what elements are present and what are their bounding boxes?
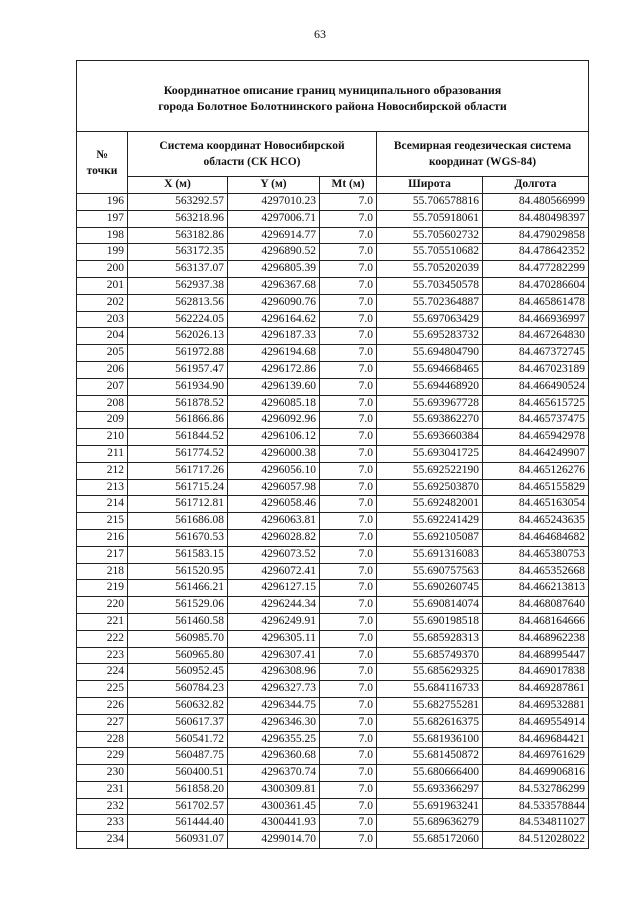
y-cell: 4296346.30 (228, 714, 320, 731)
longitude-cell: 84.466936997 (483, 311, 589, 328)
latitude-cell: 55.690198518 (377, 613, 483, 630)
mt-cell: 7.0 (320, 244, 377, 261)
point-number-cell: 228 (77, 731, 128, 748)
mt-cell: 7.0 (320, 664, 377, 681)
table-row (77, 496, 589, 513)
table-row (77, 815, 589, 832)
x-cell: 561878.52 (128, 395, 228, 412)
table-row (77, 731, 589, 748)
point-number-cell: 233 (77, 815, 128, 832)
x-cell: 563292.57 (128, 194, 228, 211)
longitude-cell: 84.532786299 (483, 781, 589, 798)
y-cell: 4300309.81 (228, 781, 320, 798)
x-cell: 560617.37 (128, 714, 228, 731)
table-row (77, 395, 589, 412)
mt-cell: 7.0 (320, 361, 377, 378)
latitude-cell: 55.705202039 (377, 261, 483, 278)
table-row (77, 798, 589, 815)
table-row (77, 832, 589, 849)
x-cell: 561670.53 (128, 529, 228, 546)
point-number-cell: 224 (77, 664, 128, 681)
latitude-cell: 55.693660384 (377, 429, 483, 446)
longitude-cell: 84.467264830 (483, 328, 589, 345)
point-number-cell: 212 (77, 462, 128, 479)
latitude-cell: 55.689636279 (377, 815, 483, 832)
x-cell: 561715.24 (128, 479, 228, 496)
mt-cell: 7.0 (320, 714, 377, 731)
y-cell: 4296360.68 (228, 748, 320, 765)
longitude-cell: 84.468164666 (483, 613, 589, 630)
y-cell: 4296090.76 (228, 294, 320, 311)
mt-cell: 7.0 (320, 630, 377, 647)
y-cell: 4296327.73 (228, 681, 320, 698)
latitude-cell: 55.685928313 (377, 630, 483, 647)
table-row (77, 361, 589, 378)
mt-cell: 7.0 (320, 210, 377, 227)
table-body (77, 194, 589, 849)
longitude-cell: 84.534811027 (483, 815, 589, 832)
point-number-cell: 223 (77, 647, 128, 664)
table-row (77, 294, 589, 311)
longitude-cell: 84.465243635 (483, 513, 589, 530)
x-cell: 560952.45 (128, 664, 228, 681)
longitude-cell: 84.465737475 (483, 412, 589, 429)
mt-cell: 7.0 (320, 765, 377, 782)
latitude-cell: 55.692241429 (377, 513, 483, 530)
latitude-cell: 55.694804790 (377, 345, 483, 362)
mt-cell: 7.0 (320, 546, 377, 563)
table-row (77, 781, 589, 798)
x-cell: 560985.70 (128, 630, 228, 647)
latitude-cell: 55.690260745 (377, 580, 483, 597)
y-cell: 4300441.93 (228, 815, 320, 832)
table-row (77, 765, 589, 782)
x-cell: 560400.51 (128, 765, 228, 782)
longitude-cell: 84.465861478 (483, 294, 589, 311)
table-row (77, 664, 589, 681)
latitude-cell: 55.694668465 (377, 361, 483, 378)
point-number-cell: 200 (77, 261, 128, 278)
mt-cell: 7.0 (320, 748, 377, 765)
mt-cell: 7.0 (320, 580, 377, 597)
latitude-cell: 55.681450872 (377, 748, 483, 765)
mt-cell: 7.0 (320, 227, 377, 244)
latitude-cell: 55.690757563 (377, 563, 483, 580)
mt-cell: 7.0 (320, 328, 377, 345)
point-number-cell: 213 (77, 479, 128, 496)
longitude-cell: 84.468087640 (483, 597, 589, 614)
x-cell: 560487.75 (128, 748, 228, 765)
x-cell: 561444.40 (128, 815, 228, 832)
mt-cell: 7.0 (320, 378, 377, 395)
latitude-cell: 55.682755281 (377, 697, 483, 714)
point-number-cell: 214 (77, 496, 128, 513)
y-cell: 4296355.25 (228, 731, 320, 748)
point-number-cell: 208 (77, 395, 128, 412)
y-cell: 4296805.39 (228, 261, 320, 278)
y-cell: 4296344.75 (228, 697, 320, 714)
x-cell: 561520.95 (128, 563, 228, 580)
latitude-cell: 55.691316083 (377, 546, 483, 563)
x-cell: 560784.23 (128, 681, 228, 698)
longitude-cell: 84.465126276 (483, 462, 589, 479)
longitude-cell: 84.467023189 (483, 361, 589, 378)
point-number-cell: 222 (77, 630, 128, 647)
latitude-cell: 55.685172060 (377, 832, 483, 849)
y-cell: 4296057.98 (228, 479, 320, 496)
mt-cell: 7.0 (320, 294, 377, 311)
y-cell: 4296028.82 (228, 529, 320, 546)
longitude-cell: 84.469532881 (483, 697, 589, 714)
x-cell: 561957.47 (128, 361, 228, 378)
y-cell: 4297010.23 (228, 194, 320, 211)
page-number: 63 (314, 27, 326, 41)
point-number-cell: 196 (77, 194, 128, 211)
mt-cell: 7.0 (320, 563, 377, 580)
y-cell: 4296308.96 (228, 664, 320, 681)
longitude-cell: 84.478642352 (483, 244, 589, 261)
latitude-cell: 55.693041725 (377, 445, 483, 462)
wgs-system-header (377, 132, 589, 177)
x-cell: 561866.86 (128, 412, 228, 429)
mt-cell: 7.0 (320, 462, 377, 479)
table-row (77, 378, 589, 395)
mt-cell: 7.0 (320, 261, 377, 278)
y-cell: 4296914.77 (228, 227, 320, 244)
x-cell: 561774.52 (128, 445, 228, 462)
longitude-cell: 84.469906816 (483, 765, 589, 782)
mt-cell: 7.0 (320, 194, 377, 211)
table-row (77, 697, 589, 714)
longitude-cell: 84.465942978 (483, 429, 589, 446)
point-number-cell: 217 (77, 546, 128, 563)
latitude-cell: 55.691963241 (377, 798, 483, 815)
y-cell: 4296890.52 (228, 244, 320, 261)
table-row (77, 445, 589, 462)
y-cell: 4299014.70 (228, 832, 320, 849)
table-row (77, 681, 589, 698)
latitude-cell: 55.685749370 (377, 647, 483, 664)
mt-cell: 7.0 (320, 529, 377, 546)
table-title-row (77, 61, 589, 132)
x-cell: 561460.58 (128, 613, 228, 630)
point-number-cell: 220 (77, 597, 128, 614)
mt-cell: 7.0 (320, 496, 377, 513)
point-number-cell: 202 (77, 294, 128, 311)
coordinates-table (76, 60, 589, 849)
mt-cell: 7.0 (320, 681, 377, 698)
table-row (77, 563, 589, 580)
mt-cell: 7.0 (320, 731, 377, 748)
longitude-cell: 84.465352668 (483, 563, 589, 580)
point-number-cell: 207 (77, 378, 128, 395)
latitude-cell: 55.693862270 (377, 412, 483, 429)
table-row (77, 261, 589, 278)
title-line-1: Координатное описание границ муниципального образования (163, 83, 502, 97)
point-number-cell: 209 (77, 412, 128, 429)
latitude-cell: 55.693967728 (377, 395, 483, 412)
mt-cell: 7.0 (320, 395, 377, 412)
mt-cell: 7.0 (320, 412, 377, 429)
table-row (77, 546, 589, 563)
latitude-cell: 55.702364887 (377, 294, 483, 311)
latitude-cell: 55.692482001 (377, 496, 483, 513)
mt-cell: 7.0 (320, 597, 377, 614)
x-cell: 560965.80 (128, 647, 228, 664)
latitude-cell: 55.692105087 (377, 529, 483, 546)
y-cell: 4296249.91 (228, 613, 320, 630)
mt-cell: 7.0 (320, 781, 377, 798)
point-number-header-line-1: № (96, 148, 108, 161)
x-cell: 561712.81 (128, 496, 228, 513)
latitude-cell: 55.705510682 (377, 244, 483, 261)
y-cell: 4296305.11 (228, 630, 320, 647)
x-cell: 563218.96 (128, 210, 228, 227)
longitude-cell: 84.480566999 (483, 194, 589, 211)
longitude-cell: 84.469017838 (483, 664, 589, 681)
latitude-cell: 55.705602732 (377, 227, 483, 244)
mt-cell: 7.0 (320, 815, 377, 832)
latitude-column-header: Широта (377, 177, 483, 194)
table-row (77, 210, 589, 227)
table-row (77, 479, 589, 496)
table-row (77, 630, 589, 647)
longitude-cell: 84.464684682 (483, 529, 589, 546)
mt-cell: 7.0 (320, 613, 377, 630)
y-cell: 4296164.62 (228, 311, 320, 328)
mt-cell: 7.0 (320, 513, 377, 530)
y-cell: 4296073.52 (228, 546, 320, 563)
point-number-cell: 221 (77, 613, 128, 630)
latitude-cell: 55.692503870 (377, 479, 483, 496)
y-cell: 4296092.96 (228, 412, 320, 429)
mt-cell: 7.0 (320, 697, 377, 714)
y-cell: 4296058.46 (228, 496, 320, 513)
point-number-cell: 229 (77, 748, 128, 765)
latitude-cell: 55.684116733 (377, 681, 483, 698)
y-cell: 4296072.41 (228, 563, 320, 580)
mt-cell: 7.0 (320, 429, 377, 446)
mt-cell: 7.0 (320, 345, 377, 362)
point-number-cell: 197 (77, 210, 128, 227)
point-number-cell: 231 (77, 781, 128, 798)
point-number-cell: 210 (77, 429, 128, 446)
point-number-cell: 219 (77, 580, 128, 597)
table-row (77, 462, 589, 479)
point-number-cell: 205 (77, 345, 128, 362)
point-number-cell: 216 (77, 529, 128, 546)
table-row (77, 748, 589, 765)
x-cell: 562937.38 (128, 277, 228, 294)
longitude-cell: 84.468995447 (483, 647, 589, 664)
x-cell: 560931.07 (128, 832, 228, 849)
table-row (77, 345, 589, 362)
table-row (77, 328, 589, 345)
table-row (77, 429, 589, 446)
x-column-header: X (м) (128, 177, 228, 194)
y-cell: 4296244.34 (228, 597, 320, 614)
longitude-cell: 84.465163054 (483, 496, 589, 513)
point-number-cell: 211 (77, 445, 128, 462)
nso-system-header-line-2: области (СК НСО) (203, 156, 301, 168)
longitude-cell: 84.466213813 (483, 580, 589, 597)
y-cell: 4296000.38 (228, 445, 320, 462)
y-cell: 4296085.18 (228, 395, 320, 412)
longitude-cell: 84.465380753 (483, 546, 589, 563)
x-cell: 561466.21 (128, 580, 228, 597)
longitude-cell: 84.480498397 (483, 210, 589, 227)
point-number-cell: 199 (77, 244, 128, 261)
y-cell: 4296127.15 (228, 580, 320, 597)
longitude-cell: 84.470286604 (483, 277, 589, 294)
latitude-cell: 55.692522190 (377, 462, 483, 479)
x-cell: 561934.90 (128, 378, 228, 395)
y-cell: 4296172.86 (228, 361, 320, 378)
y-cell: 4296063.81 (228, 513, 320, 530)
y-cell: 4296106.12 (228, 429, 320, 446)
table-row (77, 714, 589, 731)
longitude-cell: 84.466490524 (483, 378, 589, 395)
y-cell: 4296194.68 (228, 345, 320, 362)
x-cell: 560541.72 (128, 731, 228, 748)
x-cell: 562026.13 (128, 328, 228, 345)
wgs-system-header-line-2: координат (WGS-84) (428, 156, 537, 168)
latitude-cell: 55.681936100 (377, 731, 483, 748)
point-number-cell: 232 (77, 798, 128, 815)
longitude-cell: 84.469684421 (483, 731, 589, 748)
x-cell: 561858.20 (128, 781, 228, 798)
point-number-header-line-2: точки (86, 164, 118, 177)
mt-cell: 7.0 (320, 798, 377, 815)
longitude-column-header: Долгота (483, 177, 589, 194)
x-cell: 561717.26 (128, 462, 228, 479)
mt-cell: 7.0 (320, 445, 377, 462)
title-line-2: города Болотное Болотнинского района Новосибирской области (158, 99, 507, 113)
mt-column-header: Mt (м) (320, 177, 377, 194)
longitude-cell: 84.469554914 (483, 714, 589, 731)
column-header-row (77, 177, 589, 194)
x-cell: 563182.86 (128, 227, 228, 244)
point-number-cell: 230 (77, 765, 128, 782)
point-number-cell: 227 (77, 714, 128, 731)
mt-cell: 7.0 (320, 311, 377, 328)
group-header-row (77, 132, 589, 177)
table-row (77, 529, 589, 546)
y-cell: 4296139.60 (228, 378, 320, 395)
y-cell: 4297006.71 (228, 210, 320, 227)
point-number-cell: 204 (77, 328, 128, 345)
longitude-cell: 84.533578844 (483, 798, 589, 815)
latitude-cell: 55.693366297 (377, 781, 483, 798)
x-cell: 562813.56 (128, 294, 228, 311)
table-row (77, 513, 589, 530)
table-row (77, 647, 589, 664)
x-cell: 563172.35 (128, 244, 228, 261)
point-number-cell: 225 (77, 681, 128, 698)
latitude-cell: 55.697063429 (377, 311, 483, 328)
table-row (77, 244, 589, 261)
point-number-cell: 198 (77, 227, 128, 244)
mt-cell: 7.0 (320, 647, 377, 664)
nso-system-header (128, 132, 377, 177)
table-row (77, 194, 589, 211)
y-cell: 4296307.41 (228, 647, 320, 664)
x-cell: 561844.52 (128, 429, 228, 446)
x-cell: 561686.08 (128, 513, 228, 530)
longitude-cell: 84.469287861 (483, 681, 589, 698)
latitude-cell: 55.682616375 (377, 714, 483, 731)
y-column-header: Y (м) (228, 177, 320, 194)
table-row (77, 597, 589, 614)
y-cell: 4300361.45 (228, 798, 320, 815)
longitude-cell: 84.469761629 (483, 748, 589, 765)
longitude-cell: 84.465155829 (483, 479, 589, 496)
x-cell: 561972.88 (128, 345, 228, 362)
longitude-cell: 84.468962238 (483, 630, 589, 647)
x-cell: 561529.06 (128, 597, 228, 614)
nso-system-header-line-1: Система координат Новосибирской (159, 140, 345, 152)
x-cell: 560632.82 (128, 697, 228, 714)
latitude-cell: 55.703450578 (377, 277, 483, 294)
latitude-cell: 55.705918061 (377, 210, 483, 227)
table-row (77, 412, 589, 429)
longitude-cell: 84.467372745 (483, 345, 589, 362)
latitude-cell: 55.706578816 (377, 194, 483, 211)
table-row (77, 613, 589, 630)
table-row (77, 227, 589, 244)
wgs-system-header-line-1: Всемирная геодезическая система (393, 140, 572, 152)
mt-cell: 7.0 (320, 832, 377, 849)
latitude-cell: 55.694468920 (377, 378, 483, 395)
table-row (77, 277, 589, 294)
mt-cell: 7.0 (320, 479, 377, 496)
point-number-cell: 234 (77, 832, 128, 849)
table-title (77, 61, 589, 132)
point-number-cell: 203 (77, 311, 128, 328)
longitude-cell: 84.465615725 (483, 395, 589, 412)
longitude-cell: 84.477282299 (483, 261, 589, 278)
latitude-cell: 55.685629325 (377, 664, 483, 681)
table-row (77, 311, 589, 328)
x-cell: 561583.15 (128, 546, 228, 563)
point-number-cell: 206 (77, 361, 128, 378)
longitude-cell: 84.512028022 (483, 832, 589, 849)
latitude-cell: 55.680666400 (377, 765, 483, 782)
point-number-cell: 226 (77, 697, 128, 714)
x-cell: 562224.05 (128, 311, 228, 328)
x-cell: 561702.57 (128, 798, 228, 815)
x-cell: 563137.07 (128, 261, 228, 278)
point-number-cell: 215 (77, 513, 128, 530)
y-cell: 4296370.74 (228, 765, 320, 782)
y-cell: 4296367.68 (228, 277, 320, 294)
point-number-cell: 218 (77, 563, 128, 580)
latitude-cell: 55.695283732 (377, 328, 483, 345)
y-cell: 4296056.10 (228, 462, 320, 479)
table-row (77, 580, 589, 597)
longitude-cell: 84.479029858 (483, 227, 589, 244)
point-number-header (77, 132, 128, 194)
mt-cell: 7.0 (320, 277, 377, 294)
latitude-cell: 55.690814074 (377, 597, 483, 614)
y-cell: 4296187.33 (228, 328, 320, 345)
point-number-cell: 201 (77, 277, 128, 294)
longitude-cell: 84.464249907 (483, 445, 589, 462)
